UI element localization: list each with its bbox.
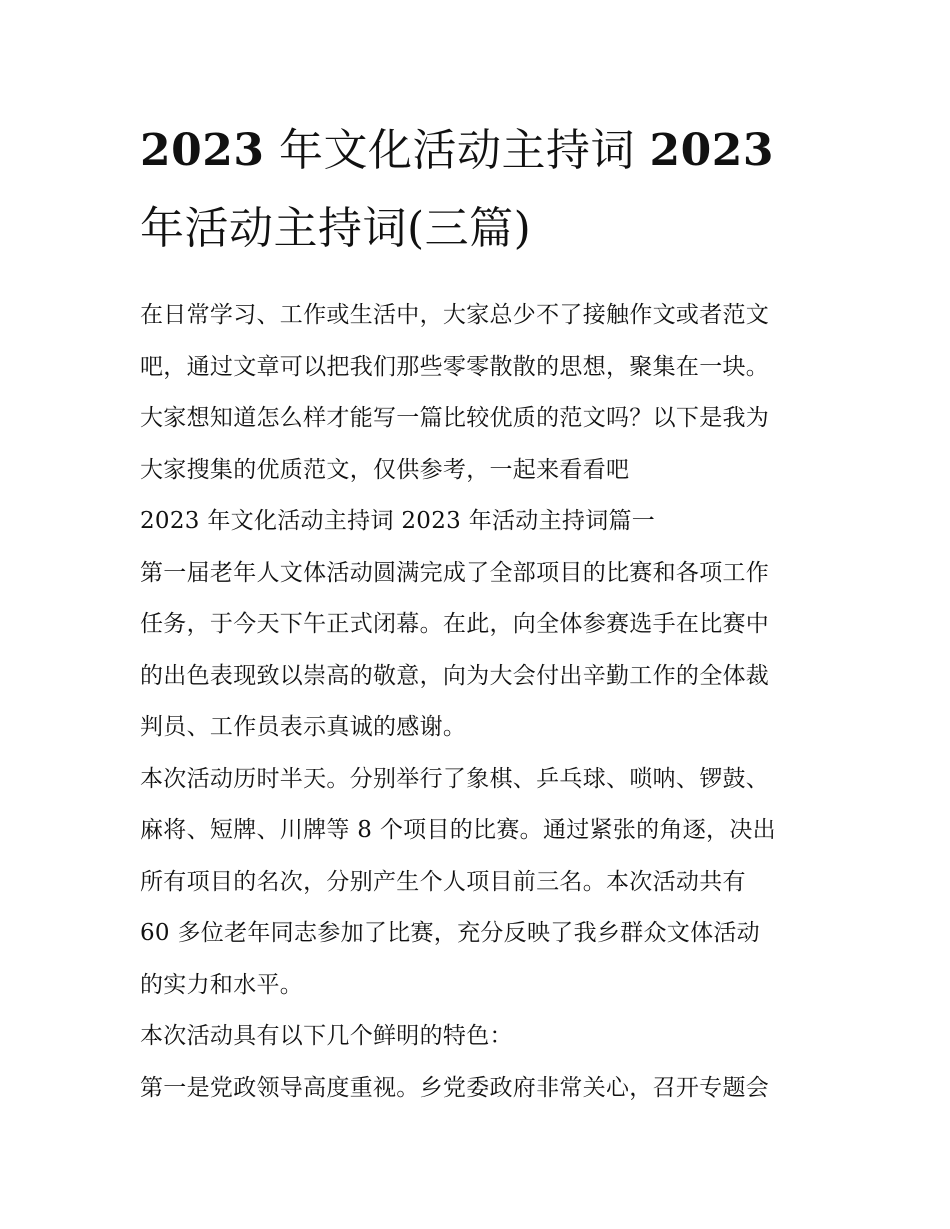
document-body xyxy=(140,290,820,1114)
title-year-1: 2023 xyxy=(140,125,265,176)
title-text-1: 年文化活动主持词 xyxy=(278,125,635,176)
body-line: 麻将、短牌、川牌等 8 个项目的比赛。通过紧张的角逐，决出 xyxy=(140,817,776,843)
body-line: 在日常学习、工作或生活中，大家总少不了接触作文或者范文 xyxy=(140,302,770,328)
body-line: 本次活动历时半天。分别举行了象棋、乒乓球、唢呐、锣鼓、 xyxy=(140,765,770,792)
body-line: 所有项目的名次，分别产生个人项目前三名。本次活动共有 xyxy=(140,868,746,895)
body-line: 60 多位老年同志参加了比赛，充分反映了我乡群众文体活动 xyxy=(140,920,760,946)
document-title xyxy=(140,112,820,268)
body-line: 的实力和水平。 xyxy=(140,971,304,998)
body-line: 第一是党政领导高度重视。乡党委政府非常关心，召开专题会 xyxy=(140,1074,770,1101)
title-year-2: 2023 xyxy=(649,125,774,176)
body-line: 吧，通过文章可以把我们那些零零散散的思想，聚集在一块。 xyxy=(140,353,770,380)
body-line: 本次活动具有以下几个鲜明的特色： xyxy=(140,1023,513,1049)
body-line: 大家搜集的优质范文，仅供参考，一起来看看吧 xyxy=(140,456,630,483)
document-page xyxy=(140,112,820,1114)
title-line-2: 年活动主持词(三篇) xyxy=(140,203,532,254)
body-line: 大家想知道怎么样才能写一篇比较优质的范文吗？以下是我为 xyxy=(140,405,770,431)
title-line-1 xyxy=(140,112,820,190)
body-line: 判员、工作员表示真诚的感谢。 xyxy=(140,714,467,740)
section-heading: 2023 年文化活动主持词 2023 年活动主持词篇一 xyxy=(140,508,656,534)
body-line: 任务，于今天下午正式闭幕。在此，向全体参赛选手在比赛中 xyxy=(140,611,770,637)
body-line: 的出色表现致以崇高的敬意，向为大会付出辛勤工作的全体裁 xyxy=(140,662,770,689)
body-line: 第一届老年人文体活动圆满完成了全部项目的比赛和各项工作 xyxy=(140,559,770,586)
